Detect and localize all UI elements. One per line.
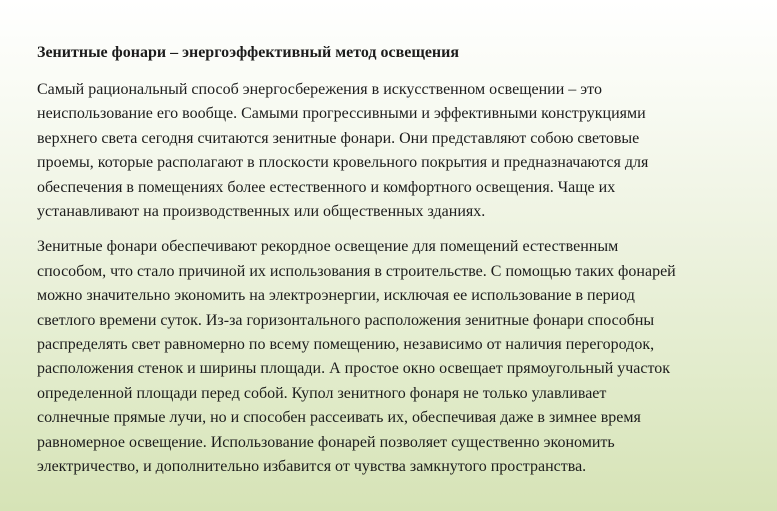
slide-title: Зенитные фонари – энергоэффективный метод освещения — [37, 44, 460, 61]
paragraph-benefits: Зенитные фонари обеспечивают рекордное освещение для помещений естественным способом, что стало причиной их использования в строительстве. С помощью таких фонарей можно значительно экономить на электроэнергии, исключая ее использование в период светлого времени суток. Из-за горизонтального расположения зенитные фонари способны распределять свет равномерно по всему помещению, независимо от наличия перегородок, расположения стенок и ширины площади. А простое окно освещает прямоугольный участок определенной площади перед собой. Купол зенитного фонаря не только улавливает солнечные прямые лучи, но и способен рассеивать их, обеспечивая даже в зимнее время равномерное освещение. Использование фонарей позволяет существенно экономить электричество, и дополнительно избавится от чувства замкнутого пространства. — [37, 238, 676, 476]
paragraph-intro: Самый рациональный способ энергосбережения в искусственном освещении – это неиспользование его вообще. Самыми прогрессивными и эффективными конструкциями верхнего света сегодня считаются зенитные фонари. Они представляют собою световые проемы, которые располагают в плоскости кровельного покрытия и предназначаются для обеспечения в помещениях более естественного и комфортного освещения. Чаще их устанавливают на производственных или общественных зданиях. — [37, 81, 649, 221]
slide-content — [37, 42, 743, 491]
